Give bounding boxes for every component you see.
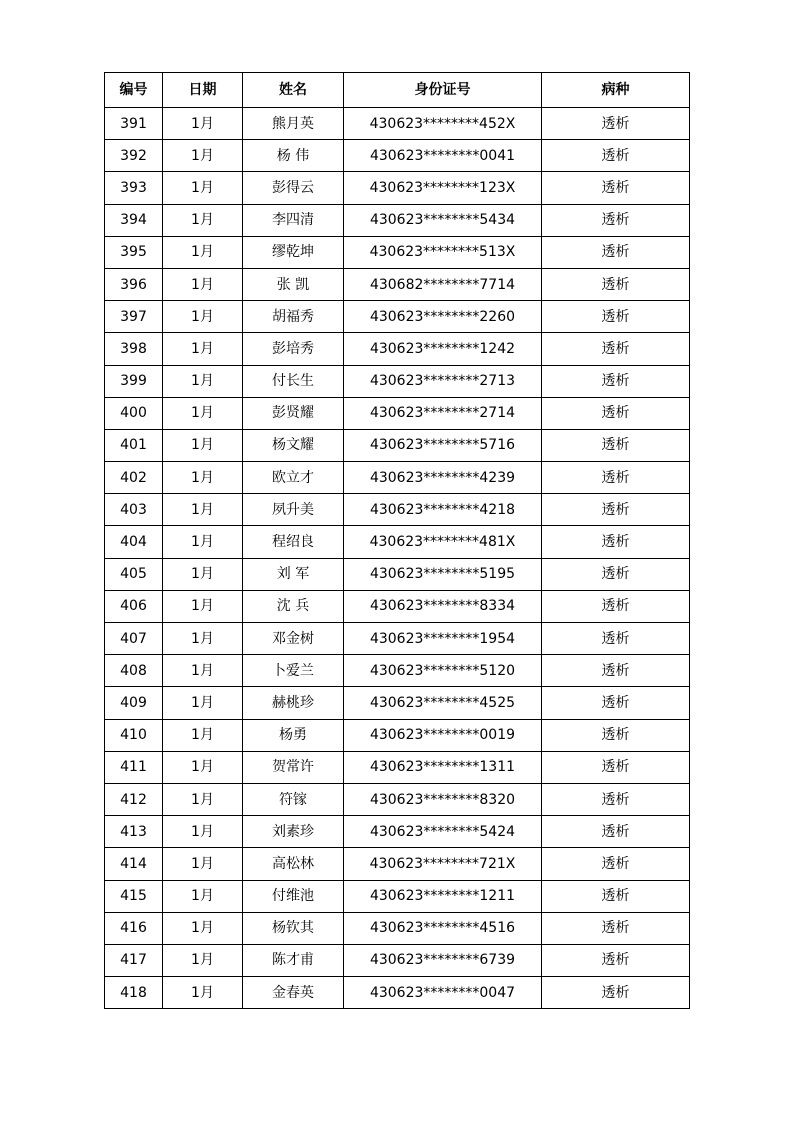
cell-id-number: 430623********4239	[344, 462, 542, 494]
cell-number: 401	[105, 429, 163, 461]
cell-number: 414	[105, 848, 163, 880]
table-header-row	[105, 73, 690, 108]
table-row	[105, 494, 690, 526]
cell-name: 欧立才	[243, 462, 344, 494]
cell-disease: 透析	[542, 108, 690, 140]
cell-id-number: 430682********7714	[344, 268, 542, 300]
cell-id-number: 430623********0019	[344, 719, 542, 751]
cell-number: 397	[105, 301, 163, 333]
cell-date: 1月	[163, 623, 243, 655]
cell-name: 赫桃珍	[243, 687, 344, 719]
cell-date: 1月	[163, 301, 243, 333]
cell-date: 1月	[163, 140, 243, 172]
cell-number: 408	[105, 655, 163, 687]
table-row	[105, 912, 690, 944]
header-date: 日期	[163, 73, 243, 108]
cell-number: 393	[105, 172, 163, 204]
cell-date: 1月	[163, 816, 243, 848]
cell-number: 410	[105, 719, 163, 751]
table-row	[105, 526, 690, 558]
cell-number: 412	[105, 783, 163, 815]
cell-date: 1月	[163, 977, 243, 1009]
cell-number: 406	[105, 590, 163, 622]
cell-id-number: 430623********1242	[344, 333, 542, 365]
table-row	[105, 590, 690, 622]
cell-name: 杨钦其	[243, 912, 344, 944]
cell-disease: 透析	[542, 687, 690, 719]
cell-disease: 透析	[542, 526, 690, 558]
cell-disease: 透析	[542, 623, 690, 655]
cell-date: 1月	[163, 912, 243, 944]
cell-disease: 透析	[542, 236, 690, 268]
table-row	[105, 751, 690, 783]
cell-id-number: 430623********5424	[344, 816, 542, 848]
cell-date: 1月	[163, 108, 243, 140]
table-body	[105, 108, 690, 1009]
cell-name: 刘 军	[243, 558, 344, 590]
cell-name: 程绍良	[243, 526, 344, 558]
table-row	[105, 783, 690, 815]
cell-id-number: 430623********2713	[344, 365, 542, 397]
cell-date: 1月	[163, 590, 243, 622]
cell-date: 1月	[163, 462, 243, 494]
header-name: 姓名	[243, 73, 344, 108]
cell-name: 杨 伟	[243, 140, 344, 172]
table-row	[105, 977, 690, 1009]
cell-number: 396	[105, 268, 163, 300]
cell-name: 彭培秀	[243, 333, 344, 365]
cell-disease: 透析	[542, 140, 690, 172]
table-row	[105, 719, 690, 751]
cell-date: 1月	[163, 397, 243, 429]
cell-name: 夙升美	[243, 494, 344, 526]
cell-number: 418	[105, 977, 163, 1009]
cell-id-number: 430623********2714	[344, 397, 542, 429]
header-disease: 病种	[542, 73, 690, 108]
cell-id-number: 430623********452X	[344, 108, 542, 140]
cell-number: 394	[105, 204, 163, 236]
cell-id-number: 430623********5716	[344, 429, 542, 461]
cell-date: 1月	[163, 204, 243, 236]
cell-id-number: 430623********721X	[344, 848, 542, 880]
cell-date: 1月	[163, 526, 243, 558]
cell-id-number: 430623********6739	[344, 944, 542, 976]
cell-date: 1月	[163, 172, 243, 204]
cell-number: 391	[105, 108, 163, 140]
cell-date: 1月	[163, 687, 243, 719]
cell-id-number: 430623********2260	[344, 301, 542, 333]
cell-id-number: 430623********8334	[344, 590, 542, 622]
table-row	[105, 880, 690, 912]
patient-record-table	[104, 72, 690, 1009]
cell-number: 413	[105, 816, 163, 848]
cell-date: 1月	[163, 719, 243, 751]
table-row	[105, 108, 690, 140]
cell-number: 395	[105, 236, 163, 268]
cell-name: 邓金树	[243, 623, 344, 655]
cell-date: 1月	[163, 558, 243, 590]
table-row	[105, 204, 690, 236]
cell-date: 1月	[163, 268, 243, 300]
cell-date: 1月	[163, 751, 243, 783]
cell-disease: 透析	[542, 462, 690, 494]
cell-date: 1月	[163, 494, 243, 526]
table-row	[105, 172, 690, 204]
cell-name: 刘素珍	[243, 816, 344, 848]
cell-id-number: 430623********0041	[344, 140, 542, 172]
cell-number: 392	[105, 140, 163, 172]
cell-id-number: 430623********513X	[344, 236, 542, 268]
cell-disease: 透析	[542, 204, 690, 236]
cell-name: 高松林	[243, 848, 344, 880]
cell-id-number: 430623********4525	[344, 687, 542, 719]
cell-disease: 透析	[542, 719, 690, 751]
cell-date: 1月	[163, 333, 243, 365]
header-id-number: 身份证号	[344, 73, 542, 108]
table-row	[105, 687, 690, 719]
cell-disease: 透析	[542, 558, 690, 590]
table-row	[105, 816, 690, 848]
cell-name: 缪乾坤	[243, 236, 344, 268]
table-row	[105, 397, 690, 429]
table-row	[105, 140, 690, 172]
cell-disease: 透析	[542, 172, 690, 204]
cell-disease: 透析	[542, 848, 690, 880]
cell-id-number: 430623********4218	[344, 494, 542, 526]
cell-name: 陈才甫	[243, 944, 344, 976]
cell-number: 409	[105, 687, 163, 719]
cell-disease: 透析	[542, 397, 690, 429]
table-row	[105, 655, 690, 687]
cell-name: 彭得云	[243, 172, 344, 204]
table-row	[105, 365, 690, 397]
cell-name: 金春英	[243, 977, 344, 1009]
cell-number: 403	[105, 494, 163, 526]
cell-date: 1月	[163, 944, 243, 976]
cell-number: 402	[105, 462, 163, 494]
cell-name: 胡福秀	[243, 301, 344, 333]
cell-number: 404	[105, 526, 163, 558]
cell-name: 熊月英	[243, 108, 344, 140]
cell-date: 1月	[163, 783, 243, 815]
cell-disease: 透析	[542, 494, 690, 526]
cell-disease: 透析	[542, 751, 690, 783]
table-row	[105, 623, 690, 655]
cell-name: 张 凯	[243, 268, 344, 300]
cell-disease: 透析	[542, 333, 690, 365]
table-row	[105, 944, 690, 976]
cell-disease: 透析	[542, 977, 690, 1009]
cell-disease: 透析	[542, 301, 690, 333]
cell-name: 杨勇	[243, 719, 344, 751]
cell-date: 1月	[163, 365, 243, 397]
cell-date: 1月	[163, 236, 243, 268]
cell-id-number: 430623********1954	[344, 623, 542, 655]
cell-number: 400	[105, 397, 163, 429]
cell-number: 411	[105, 751, 163, 783]
table-row	[105, 301, 690, 333]
table-row	[105, 848, 690, 880]
table-row	[105, 268, 690, 300]
table-row	[105, 429, 690, 461]
cell-id-number: 430623********1311	[344, 751, 542, 783]
cell-id-number: 430623********481X	[344, 526, 542, 558]
cell-disease: 透析	[542, 816, 690, 848]
cell-id-number: 430623********123X	[344, 172, 542, 204]
header-number: 编号	[105, 73, 163, 108]
cell-id-number: 430623********8320	[344, 783, 542, 815]
cell-name: 卜爱兰	[243, 655, 344, 687]
cell-id-number: 430623********5434	[344, 204, 542, 236]
cell-name: 付长生	[243, 365, 344, 397]
cell-disease: 透析	[542, 655, 690, 687]
cell-number: 398	[105, 333, 163, 365]
cell-disease: 透析	[542, 429, 690, 461]
cell-date: 1月	[163, 880, 243, 912]
cell-name: 贺常许	[243, 751, 344, 783]
table-row	[105, 558, 690, 590]
cell-id-number: 430623********5195	[344, 558, 542, 590]
cell-id-number: 430623********4516	[344, 912, 542, 944]
cell-number: 415	[105, 880, 163, 912]
cell-disease: 透析	[542, 880, 690, 912]
cell-date: 1月	[163, 848, 243, 880]
cell-name: 沈 兵	[243, 590, 344, 622]
table-row	[105, 236, 690, 268]
cell-disease: 透析	[542, 365, 690, 397]
cell-id-number: 430623********5120	[344, 655, 542, 687]
cell-number: 417	[105, 944, 163, 976]
cell-disease: 透析	[542, 590, 690, 622]
cell-number: 399	[105, 365, 163, 397]
table-row	[105, 462, 690, 494]
cell-name: 杨文耀	[243, 429, 344, 461]
cell-name: 付维池	[243, 880, 344, 912]
cell-date: 1月	[163, 655, 243, 687]
cell-disease: 透析	[542, 783, 690, 815]
cell-number: 416	[105, 912, 163, 944]
cell-disease: 透析	[542, 268, 690, 300]
cell-name: 李四清	[243, 204, 344, 236]
cell-id-number: 430623********0047	[344, 977, 542, 1009]
table-row	[105, 333, 690, 365]
cell-id-number: 430623********1211	[344, 880, 542, 912]
cell-disease: 透析	[542, 944, 690, 976]
cell-number: 405	[105, 558, 163, 590]
cell-number: 407	[105, 623, 163, 655]
cell-date: 1月	[163, 429, 243, 461]
cell-name: 符镓	[243, 783, 344, 815]
cell-name: 彭贤耀	[243, 397, 344, 429]
cell-disease: 透析	[542, 912, 690, 944]
